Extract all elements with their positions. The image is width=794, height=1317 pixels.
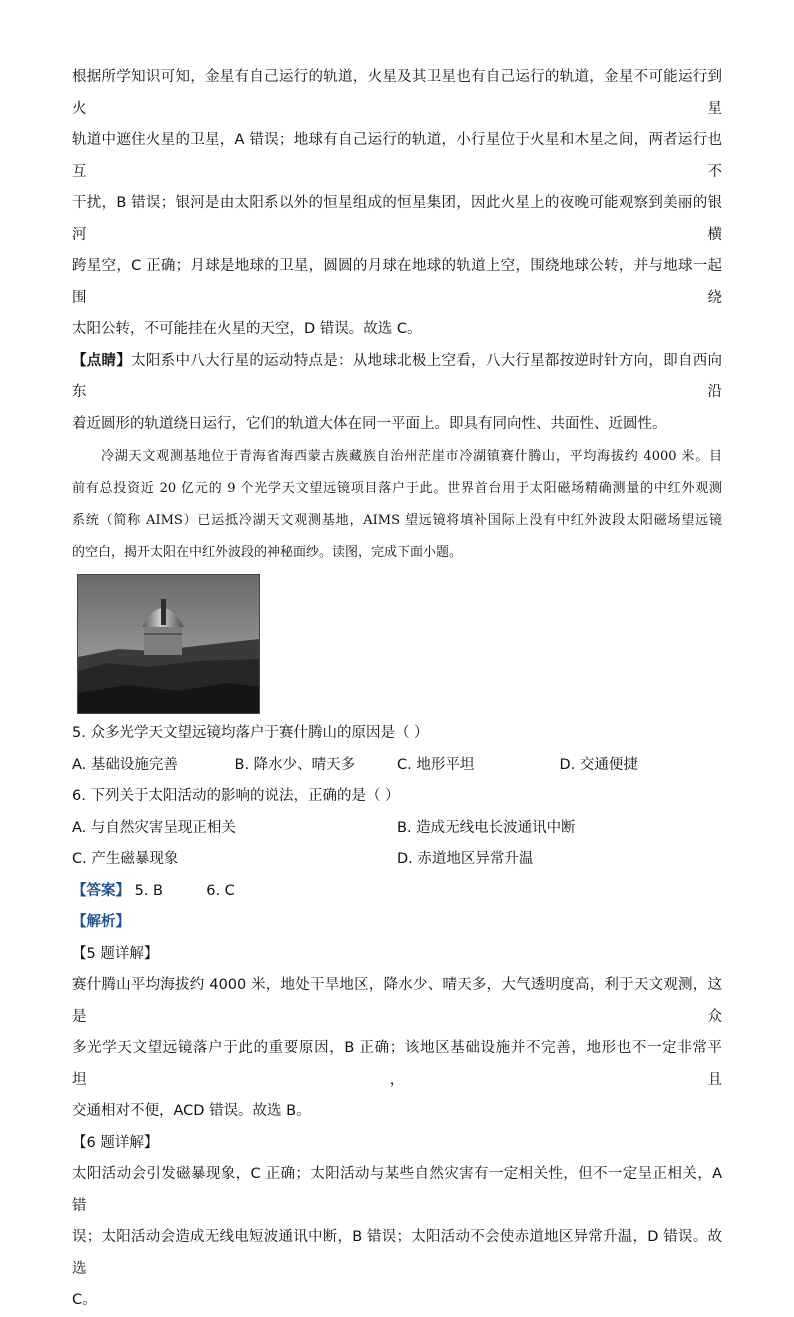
question-6-options-row-1 [72,813,722,845]
answer-5: 5. B [134,882,164,899]
q5-option-b[interactable]: B. 降水少、晴天多 [234,756,356,773]
detail-6-section [72,1128,722,1317]
detail-5-title: 【5 题详解】 [72,945,159,962]
detail-6-line: C。 [72,1292,97,1308]
question-5-stem: 5. 众多光学天文望远镜均落户于赛什腾山的原因是（ ） [72,725,429,741]
material-line: 系统（简称 AIMS）已运抵冷湖天文观测基地，AIMS 望远镜将填补国际上没有中红外波段太阳磁场望远镜 [72,513,722,528]
dianjing-text: 太阳系中八大行星的运动特点是：从地球北极上空看，八大行星都按逆时针方向，即自西向东沿 [72,352,723,400]
question-6-stem: 6. 下列关于太阳活动的影响的说法，正确的是（ ） [72,788,400,804]
document-page [72,62,722,1317]
detail-5-line: 赛什腾山平均海拔约 4000 米，地处干旱地区，降水少、晴天多，大气透明度高，利于天文观测，这是众 [72,977,722,1025]
dianjing-label: 【点睛】 [72,352,132,369]
answer-section [72,876,722,939]
detail-5-line: 交通相对不便，ACD 错误。故选 B。 [72,1103,311,1119]
detail-6-line: 误；太阳活动会造成无线电短波通讯中断，B 错误；太阳活动不会使赤道地区异常升温，D 错误。故选 [72,1229,722,1277]
question-6 [72,781,722,876]
q6-option-a[interactable]: A. 与自然灾害呈现正相关 [72,819,236,836]
dianjing-line-2: 着近圆形的轨道绕日运行，它们的轨道大体在同一平面上。即具有同向性、共面性、近圆性。 [72,415,667,432]
material-line: 前有总投资近 20 亿元的 9 个光学天文望远镜项目落户于此。世界首台用于太阳磁场精确测量的中红外观测 [72,481,722,496]
question-6-options-row-2 [72,844,722,876]
q6-option-d[interactable]: D. 赤道地区异常升温 [397,851,534,867]
answer-label: 【答案】 [72,882,130,899]
detail-6-line: 太阳活动会引发磁暴现象，C 正确；太阳活动与某些自然灾害有一定相关性，但不一定呈正相关，A 错 [72,1166,722,1214]
dianjing-line-1 [72,346,722,409]
q5-option-d[interactable]: D. 交通便捷 [559,756,638,773]
q5-option-c[interactable]: C. 地形平坦 [397,756,475,773]
q6-option-c[interactable]: C. 产生磁暴现象 [72,851,179,867]
answer-6: 6. C [206,882,235,899]
material-section [72,441,722,568]
analysis-line: 干扰，B 错误；银河是由太阳系以外的恒星组成的恒星集团，因此火星上的夜晚可能观察到美丽的银河横 [72,195,722,243]
analysis-line: 轨道中遮住火星的卫星，A 错误；地球有自己运行的轨道，小行星位于火星和木星之间，两者运行也互不 [72,132,722,180]
material-line: 冷湖天文观测基地位于青海省海西蒙古族藏族自治州茫崖市冷湖镇赛什腾山，平均海拔约 4000 米。目 [101,449,722,464]
detail-5-line: 多光学天文望远镜落户于此的重要原因，B 正确；该地区基础设施并不完善，地形也不一定非常平坦，且 [72,1040,722,1088]
detail-6-title: 【6 题详解】 [72,1134,159,1151]
dianjing-section [72,346,722,441]
q5-option-a[interactable]: A. 基础设施完善 [72,756,178,773]
observatory-photo [77,574,260,714]
jiexi-label: 【解析】 [72,914,130,930]
jiexi-row [72,907,722,939]
question-5 [72,718,722,781]
previous-analysis [72,62,722,346]
analysis-line: 太阳公转，不可能挂在火星的天空，D 错误。故选 C。 [72,321,422,337]
detail-5-section [72,939,722,1128]
question-5-options [72,750,722,782]
material-line: 的空白，揭开太阳在中红外波段的神秘面纱。读图，完成下面小题。 [72,545,463,560]
q6-option-b[interactable]: B. 造成无线电长波通讯中断 [397,819,576,836]
analysis-line: 根据所学知识可知，金星有自己运行的轨道，火星及其卫星也有自己运行的轨道，金星不可能运行到火星 [72,69,722,117]
answer-row [72,876,722,908]
analysis-line: 跨星空，C 正确；月球是地球的卫星，圆圆的月球在地球的轨道上空，围绕地球公转，并与地球一起围绕 [72,258,722,306]
